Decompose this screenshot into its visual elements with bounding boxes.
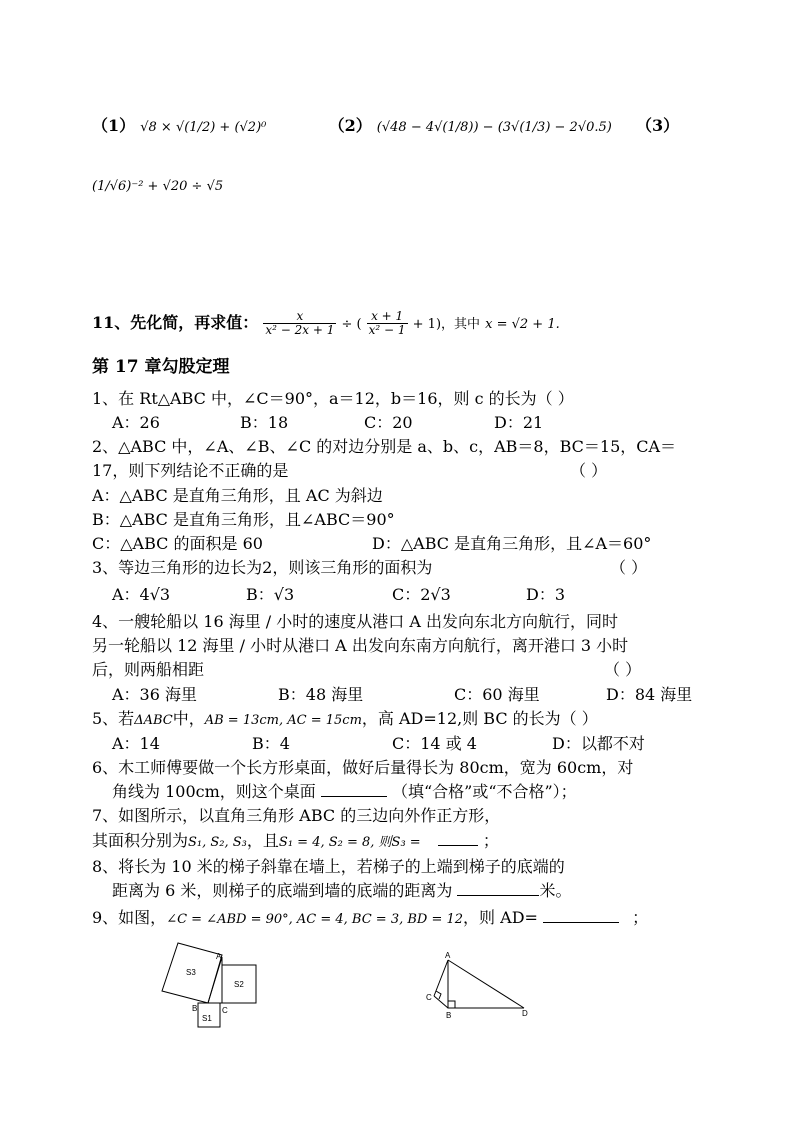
q6-stem-1: 6、木工师傅要做一个长方形桌面，做好后量得长为 80cm，宽为 60cm，对	[92, 758, 634, 777]
q11-num-1: x	[263, 310, 336, 324]
q2-stem-1: 2、△ABC 中，∠A、∠B、∠C 的对边分别是 a、b、c，AB＝8，BC＝15，CA＝	[92, 437, 677, 456]
q3-options	[112, 585, 565, 605]
q2-stem-2: 17，则下列结论不正确的是	[92, 461, 289, 480]
label-s1: S1	[202, 1014, 212, 1023]
q3-stem: 3、等边三角形的边长为2，则该三角形的面积为	[92, 558, 433, 577]
q11-prefix: 11、先化简，再求值：	[92, 313, 259, 332]
q6-stem-2	[112, 782, 577, 802]
q9-end: ；	[632, 908, 649, 927]
q5-option-a: A：14	[112, 734, 160, 753]
calc-3-expr: (1/√6)⁻² + √20 ÷ √5	[92, 179, 224, 194]
q6-answer-blank[interactable]	[321, 782, 387, 797]
q5-stem	[92, 709, 598, 731]
q8-unit: 米。	[539, 881, 572, 900]
calc-1-expr: √8 × √(1/2) + (√2)⁰	[140, 120, 267, 135]
q4-stem-1: 4、一艘轮船以 16 海里 / 小时的速度从港口 A 出发向东北方向航行，同时	[92, 612, 619, 631]
triangle-abc	[208, 957, 222, 1003]
q11-line	[92, 310, 560, 337]
q9-mid: ，则 AD=	[463, 908, 538, 927]
calc-1-label: （1）	[92, 116, 136, 135]
q11-den-1: x² − 2x + 1	[265, 323, 335, 337]
q7-text: 其面积分别为	[92, 831, 189, 850]
q2-option-c: C：△ABC 的面积是 60	[92, 534, 263, 553]
label-a2: A	[445, 951, 451, 960]
chapter-title: 第 17 章勾股定理	[92, 357, 230, 377]
q1-option-b: B：18	[240, 413, 289, 432]
q2-option-d: D：△ABC 是直角三角形，且∠A＝60°	[372, 534, 652, 553]
q5-mid: 中，	[172, 709, 205, 728]
q3-option-a: A：4√3	[112, 585, 171, 604]
calc-3-label: （3）	[636, 116, 680, 135]
label-c2: C	[426, 993, 432, 1002]
q3-option-d: D：3	[526, 585, 566, 604]
q5-option-d: D：以都不对	[552, 734, 645, 753]
q7-given: S₁ = 4, S₂ = 8, 则S₃ =	[278, 835, 421, 850]
q2-answer-paren: （ ）	[570, 461, 608, 480]
q6-text: 角线为 100cm，则这个桌面	[112, 782, 316, 801]
q4-stem-3: 后，则两船相距	[92, 660, 205, 679]
q7-and: ，且	[246, 831, 279, 850]
q4-option-a: A：36 海里	[112, 685, 198, 704]
q11-num-2: x + 1	[367, 310, 408, 324]
q8-answer-blank[interactable]	[457, 881, 539, 896]
q8-text: 距离为 6 米，则梯子的底端到墙的底端的距离为	[112, 881, 453, 900]
q2-option-a: A：△ABC 是直角三角形，且 AC 为斜边	[92, 486, 383, 505]
q1-option-d: D：21	[494, 413, 544, 432]
figure-triangles	[420, 950, 540, 1025]
q5-triangle: ΔABC	[134, 713, 173, 728]
q4-option-c: C：60 海里	[454, 685, 540, 704]
q9-given: ∠C = ∠ABD = 90°, AC = 4, BC = 3, BD = 12	[166, 912, 464, 927]
q7-stem-1: 7、如图所示，以直角三角形 ABC 的三边向外作正方形，	[92, 806, 501, 825]
q5-lengths: AB = 13cm, AC = 15cm	[204, 713, 362, 728]
calc-row-1	[92, 116, 679, 138]
q7-areas: S₁, S₂, S₃	[188, 835, 247, 850]
q1-option-c: C：20	[364, 413, 413, 432]
right-angle-b	[448, 1001, 455, 1008]
q7-stem-2	[92, 831, 499, 853]
q3-answer-paren: （ ）	[610, 558, 648, 577]
calc-2-label: （2）	[328, 116, 372, 135]
q4-option-d: D：84 海里	[606, 685, 693, 704]
q4-stem-2: 另一轮船以 12 海里 / 小时从港口 A 出发向东南方向航行，离开港口 3 小时	[92, 636, 629, 655]
q7-end: ；	[482, 831, 499, 850]
q5-option-b: B：4	[252, 734, 290, 753]
q9-answer-blank[interactable]	[543, 908, 619, 923]
label-d2: D	[522, 1009, 528, 1018]
q4-answer-paren: （ ）	[604, 660, 642, 679]
q11-den-2: x² − 1	[368, 323, 406, 337]
q11-div: ÷ (	[341, 317, 362, 332]
q5-option-c: C：14 或 4	[392, 734, 477, 753]
q11-tail: + 1)，其中	[412, 317, 481, 332]
label-c: C	[222, 1006, 228, 1015]
q8-stem-1: 8、将长为 10 米的梯子斜靠在墙上，若梯子的上端到梯子的底端的	[92, 857, 565, 876]
q1-stem: 1、在 Rt△ABC 中，∠C＝90°，a＝12，b＝16，则 c 的长为（ ）	[92, 389, 574, 408]
q8-stem-2	[112, 881, 571, 901]
q9-prefix: 9、如图，	[92, 908, 167, 927]
label-s2: S2	[234, 980, 244, 989]
q4-option-b: B：48 海里	[278, 685, 364, 704]
label-s3: S3	[186, 968, 196, 977]
q3-option-c: C：2√3	[392, 585, 451, 604]
segment-ad	[448, 960, 524, 1008]
q4-options	[112, 685, 692, 705]
label-b2: B	[446, 1011, 452, 1020]
segment-cb	[434, 996, 448, 1008]
q5-prefix: 5、若	[92, 709, 135, 728]
q7-answer-blank[interactable]	[438, 831, 478, 846]
q1-options	[112, 413, 543, 433]
q11-fraction-2	[367, 310, 408, 337]
q6-hint: （填“合格”或“不合格”）；	[391, 782, 577, 801]
calc-2-expr: (√48 − 4√(1/8)) − (3√(1/3) − 2√0.5)	[376, 120, 612, 135]
q3-option-b: B：√3	[246, 585, 295, 604]
q5-options	[112, 734, 645, 754]
label-b: B	[192, 1004, 198, 1013]
figure-squares	[150, 935, 270, 1035]
label-a: A	[216, 952, 222, 961]
calc-row-2	[92, 175, 223, 197]
q11-cond: x = √2 + 1.	[485, 317, 560, 332]
q5-suffix: ，高 AD=12,则 BC 的长为（ ）	[361, 709, 598, 728]
q9-stem	[92, 908, 648, 930]
segment-ac	[434, 960, 448, 996]
q1-option-a: A：26	[112, 413, 160, 432]
q11-fraction-1	[263, 310, 336, 337]
q2-option-b: B：△ABC 是直角三角形，且∠ABC＝90°	[92, 510, 395, 529]
